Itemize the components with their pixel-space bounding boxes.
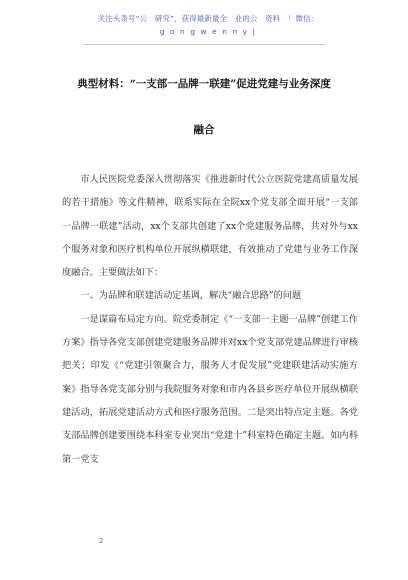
page-number: 2 [99,537,104,545]
document-title-line1: 典型材料：“一支部一品牌一联建”促进党建与业务深度 [77,78,331,90]
body-paragraph: 一是谋篇布局定方向。院党委制定《“一支部一主题一品牌”创建工作方案》指导各党支部创建党建服务品牌并对xx个党支部党建品牌进行审核把关；印发《“党建引领聚合力，服务人才促发展”党建联建活动实施方案》指导各党支部分别与我院服务对象和市内各县乡医疗单位开展纵横联建活动，拓展党建活动方式和医疗服务范围。二是突出特点定主题。各党支部品牌创建要围绕本科室专业突出“党建十”科室特色确定主题。如内科第一党支 [62,313,358,465]
header-banner-line1: 关注头条号“公 研究”，获得最新最全 业的公 资料 ！微信： [97,14,319,23]
document-title-line2: 融合 [193,124,215,136]
section-heading: 一、为品牌和联建活动定基调，解决“融合思路”的问题 [80,290,302,302]
header-banner [88,12,328,38]
body-paragraph: 市人民医院党委深入贯彻落实《推进新时代公立医院党建高质量发展的若干措施》等文件精神，联系实际在全院xx个党支部全面开展“一支部一品牌一联建”活动，xx个支部共创建了xx个党建服务品牌，共对外与xx个服务对象和医疗机构单位开展纵横联建，有效推动了党建与业务工作深度融合。主要做法如下： [62,174,358,279]
header-divider [84,44,326,45]
header-banner-line2: g o n g w e n n y j [159,27,257,36]
document-body [62,168,358,471]
